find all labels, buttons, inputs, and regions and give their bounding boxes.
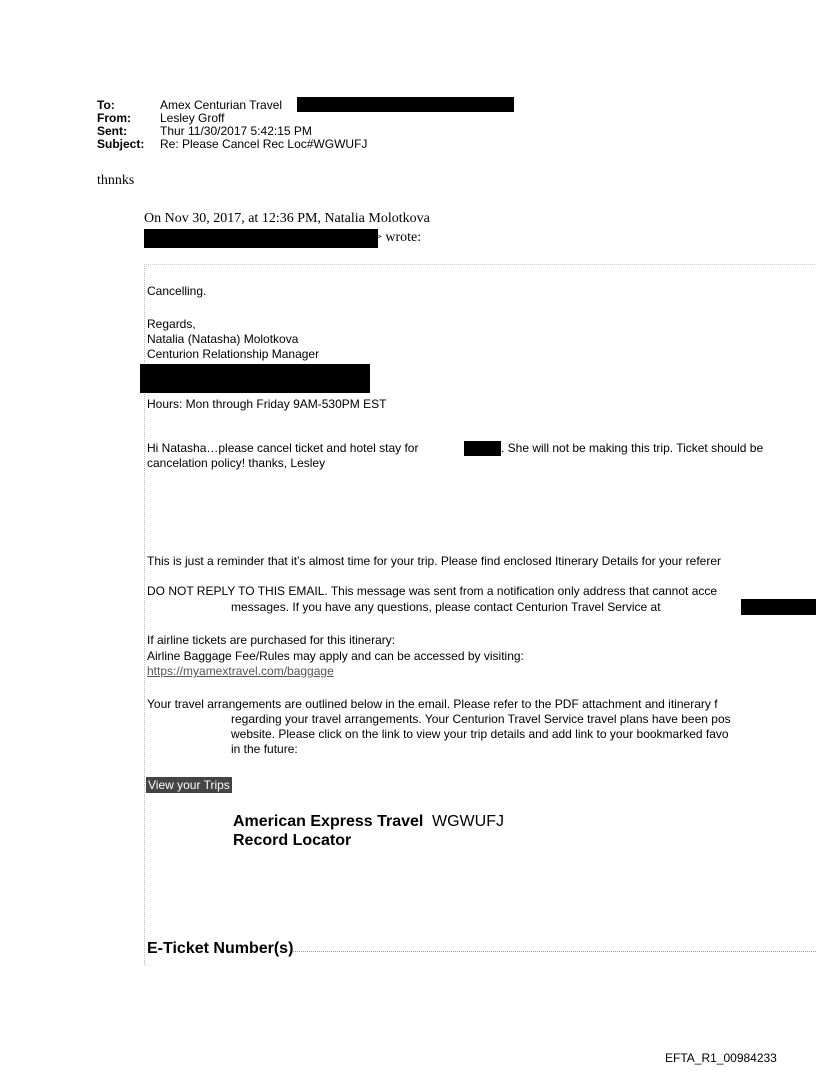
signature-role: Centurion Relationship Manager	[147, 347, 320, 361]
quote-intro-line1: On Nov 30, 2017, at 12:36 PM, Natalia Molotkova	[144, 211, 430, 226]
regards-text: Regards,	[147, 317, 196, 331]
redaction-block	[140, 364, 370, 393]
reminder-text: This is just a reminder that it’s almost time for your trip. Please find enclosed Itinerary Details for your referer	[147, 554, 722, 568]
cancelling-text: Cancelling.	[147, 284, 207, 298]
sent-value: Thur 11/30/2017 5:42:15 PM	[160, 124, 312, 138]
arrange-line1: Your travel arrangements are outlined below in the email. Please refer to the PDF attachment and itinerary f	[147, 697, 718, 711]
eticket-heading: E-Ticket Number(s)	[147, 940, 294, 957]
reply-body: thnnks	[97, 173, 135, 188]
arrange-line2: regarding your travel arrangements. Your Centurion Travel Service travel plans have been pos	[231, 712, 731, 726]
redaction-block	[144, 229, 378, 248]
arrange-line3: website. Please click on the link to view your trip details and add link to your bookmarked favo	[231, 727, 729, 741]
sent-label: Sent:	[97, 124, 127, 138]
request-line1a: Hi Natasha…please cancel ticket and hotel stay for	[147, 441, 419, 455]
redaction-block	[297, 97, 514, 112]
quote-intro-line2: > wrote:	[374, 230, 422, 245]
amex-title: American Express Travel	[233, 813, 424, 830]
view-trips-button[interactable]: View your Trips	[148, 778, 230, 792]
baggage-link[interactable]: https://myamextravel.com/baggage	[147, 664, 334, 678]
redaction-block	[741, 599, 816, 615]
document-id: EFTA_R1_00984233	[665, 1051, 777, 1065]
to-value: Amex Centurian Travel	[160, 98, 283, 112]
from-label: From:	[97, 111, 131, 125]
airline-line1: If airline tickets are purchased for this itinerary:	[147, 633, 396, 647]
from-value: Lesley Groff	[160, 111, 225, 125]
signature-name: Natalia (Natasha) Molotkova	[147, 332, 299, 346]
subject-label: Subject:	[97, 137, 145, 151]
to-label: To:	[97, 98, 115, 112]
arrange-line4: in the future:	[231, 742, 298, 756]
section-divider	[293, 951, 816, 952]
airline-line2: Airline Baggage Fee/Rules may apply and can be accessed by visiting:	[147, 649, 524, 663]
record-code: WGWUFJ	[432, 813, 504, 830]
hours-text: Hours: Mon through Friday 9AM-530PM EST	[147, 397, 387, 411]
record-locator-label: Record Locator	[233, 832, 352, 849]
request-line2: cancelation policy! thanks, Lesley	[147, 456, 326, 470]
noreply-line2: messages. If you have any questions, please contact Centurion Travel Service at	[231, 600, 661, 614]
redaction-block	[464, 441, 501, 456]
noreply-line1: DO NOT REPLY TO THIS EMAIL. This message was sent from a notification only address that cannot acce	[147, 584, 718, 598]
request-line1b: . She will not be making this trip. Ticket should be	[501, 441, 764, 455]
subject-value: Re: Please Cancel Rec Loc#WGWUFJ	[160, 137, 368, 151]
